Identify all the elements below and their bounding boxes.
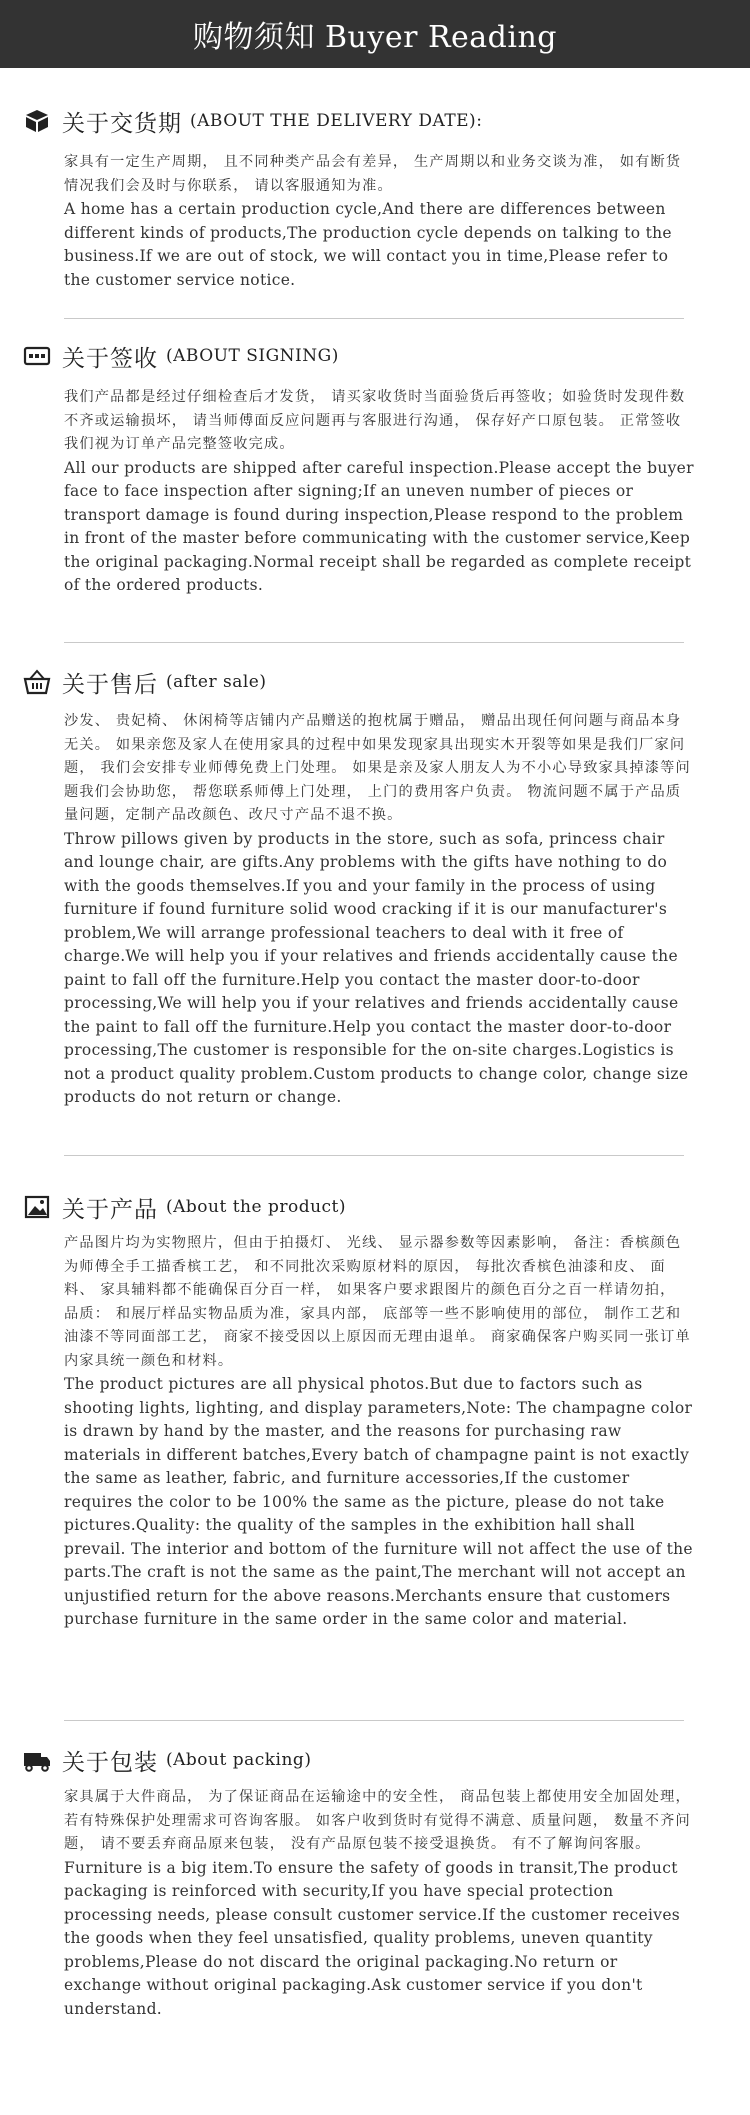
section-heading — [22, 104, 482, 138]
section-subtitle: (ABOUT THE DELIVERY DATE): — [190, 111, 483, 131]
box-icon — [22, 106, 52, 136]
section-text-zh: 家具属于大件商品， 为了保证商品在运输途中的安全性， 商品包装上都使用安全加固处理， 若有特殊保护处理需求可咨询客服。 如客户收到货时有觉得不满意、质量问题， 数量不齐问题， 请不要丢弃商品原来包装， 没有产品原包装不接受退换货。 有不了解询问客服。 — [64, 1789, 691, 1852]
section-title: 关于包装 — [62, 1749, 158, 1776]
divider — [64, 642, 684, 643]
section-title: 关于产品 — [62, 1196, 158, 1223]
section-title: 关于交货期 — [62, 110, 182, 137]
section-body — [64, 386, 696, 598]
section-text-zh: 家具有一定生产周期， 且不同种类产品会有差异， 生产周期以和业务交谈为准， 如有断货情况我们会及时与你联系， 请以客服通知为准。 — [64, 154, 682, 194]
section-subtitle: (About packing) — [166, 1750, 312, 1770]
section-subtitle: (About the product) — [166, 1197, 347, 1217]
section-body — [64, 151, 696, 292]
divider — [64, 1720, 684, 1721]
truck-icon — [22, 1745, 52, 1775]
section-heading — [22, 665, 266, 699]
image-icon — [22, 1192, 52, 1222]
section-body — [64, 1786, 696, 2021]
receipt-icon — [22, 341, 52, 371]
section-title: 关于售后 — [62, 671, 158, 698]
section-subtitle: (ABOUT SIGNING) — [166, 346, 339, 366]
section-title: 关于签收 — [62, 345, 158, 372]
section-body — [64, 1232, 696, 1632]
section-text-en: Furniture is a big item.To ensure the safety of goods in transit,The product packaging is reinforced with security,If you have special protection processing needs, please consult customer service.If the customer receives the goods when they feel unsatisfied, quality problems, uneven quantity problems,Please do not discard the original packaging.No return or exchange without original packaging.Ask customer service if you don't understand. — [64, 1858, 681, 2018]
section-heading — [22, 1190, 346, 1224]
section-text-zh: 产品图片均为实物照片，但由于拍摄灯、 光线、 显示器参数等因素影响， 备注：香槟颜色为师傅全手工描香槟工艺， 和不同批次采购原材料的原因， 每批次香槟色油漆和皮、 面料、 家具辅料都不能确保百分百一样， 如果客户要求跟图片的颜色百分之百一样请勿拍， 品质： 和展厅样品实物品质为准，家具内部， 底部等一些不影响使用的部位， 制作工艺和油漆不等同面部工艺， 商家不接受因以上原因而无理由退单。 商家确保客户购买同一张订单内家具统一颜色和材料。 — [64, 1235, 691, 1369]
section-body — [64, 710, 696, 1110]
section-text-en: All our products are shipped after careful inspection.Please accept the buyer face to face inspection after signing;If an uneven number of pieces or transport damage is found during inspection,Please respond to the problem in front of the master before communicating with the customer service,Keep the original packaging.Normal receipt shall be regarded as complete receipt of the ordered products. — [64, 458, 694, 594]
section-text-en: The product pictures are all physical photos.But due to factors such as shooting lights, lighting, and display parameters,Note: The champagne color is drawn by hand by the master, and the reasons for purchasing raw materials in different batches,Every batch of champagne paint is not exactly the same as leather, fabric, and furniture accessories,If the customer requires the color to be 100% the same as the picture, please do not take pictures.Quality: the quality of the samples in the exhibition hall shall prevail. The interior and bottom of the furniture will not affect the use of the parts.The craft is not the same as the paint,The merchant will not accept an unjustified return for the above reasons.Merchants ensure that customers purchase furniture in the same order in the same color and material. — [64, 1375, 693, 1628]
section-text-en: A home has a certain production cycle,And there are differences between different kinds of products,The production cycle depends on talking to the business.If we are out of stock, we will contact you in time,Please refer to the customer service notice. — [64, 200, 672, 289]
page-title: 购物须知 Buyer Reading — [192, 20, 558, 55]
basket-icon — [22, 667, 52, 697]
section-text-en: Throw pillows given by products in the store, such as sofa, princess chair and lounge chair, are gifts.Any problems with the gifts have nothing to do with the goods themselves.If you and your family in the process of using furniture if found furniture solid wood cracking if it is our manufacturer's problem,We will arrange professional teachers to deal with it free of charge.We will help you if your relatives and friends accidentally cause the paint to fall off the furniture.Help you contact the master door-to-door processing,We will help you if your relatives and friends accidentally cause the paint to fall off the furniture.Help you contact the master door-to-door processing,The customer is responsible for the on-site charges.Logistics is not a product quality problem.Custom products to change color, change size products do not return or change. — [64, 829, 689, 1106]
section-text-zh: 沙发、 贵妃椅、 休闲椅等店铺内产品赠送的抱枕属于赠品， 赠品出现任何问题与商品本身无关。 如果亲您及家人在使用家具的过程中如果发现家具出现实木开裂等如果是我们厂家问题， 我们会安排专业师傅免费上门处理。 如果是亲及家人朋友人为不小心导致家具掉漆等问题我们会协助您， 帮您联系师傅上门处理， 上门的费用客户负责。 物流问题不属于产品质量问题，定制产品改颜色、改尺寸产品不退不换。 — [64, 713, 691, 823]
section-subtitle: (after sale) — [166, 672, 267, 692]
section-heading — [22, 1743, 311, 1777]
divider — [64, 1155, 684, 1156]
section-text-zh: 我们产品都是经过仔细检查后才发货， 请买家收货时当面验货后再签收；如验货时发现件数不齐或运输损坏， 请当师傅面反应问题再与客服进行沟通， 保存好产口原包装。 正常签收我们视为订单产品完整签收完成。 — [64, 389, 686, 452]
divider — [64, 318, 684, 319]
page-header — [0, 0, 750, 68]
section-heading — [22, 339, 339, 373]
